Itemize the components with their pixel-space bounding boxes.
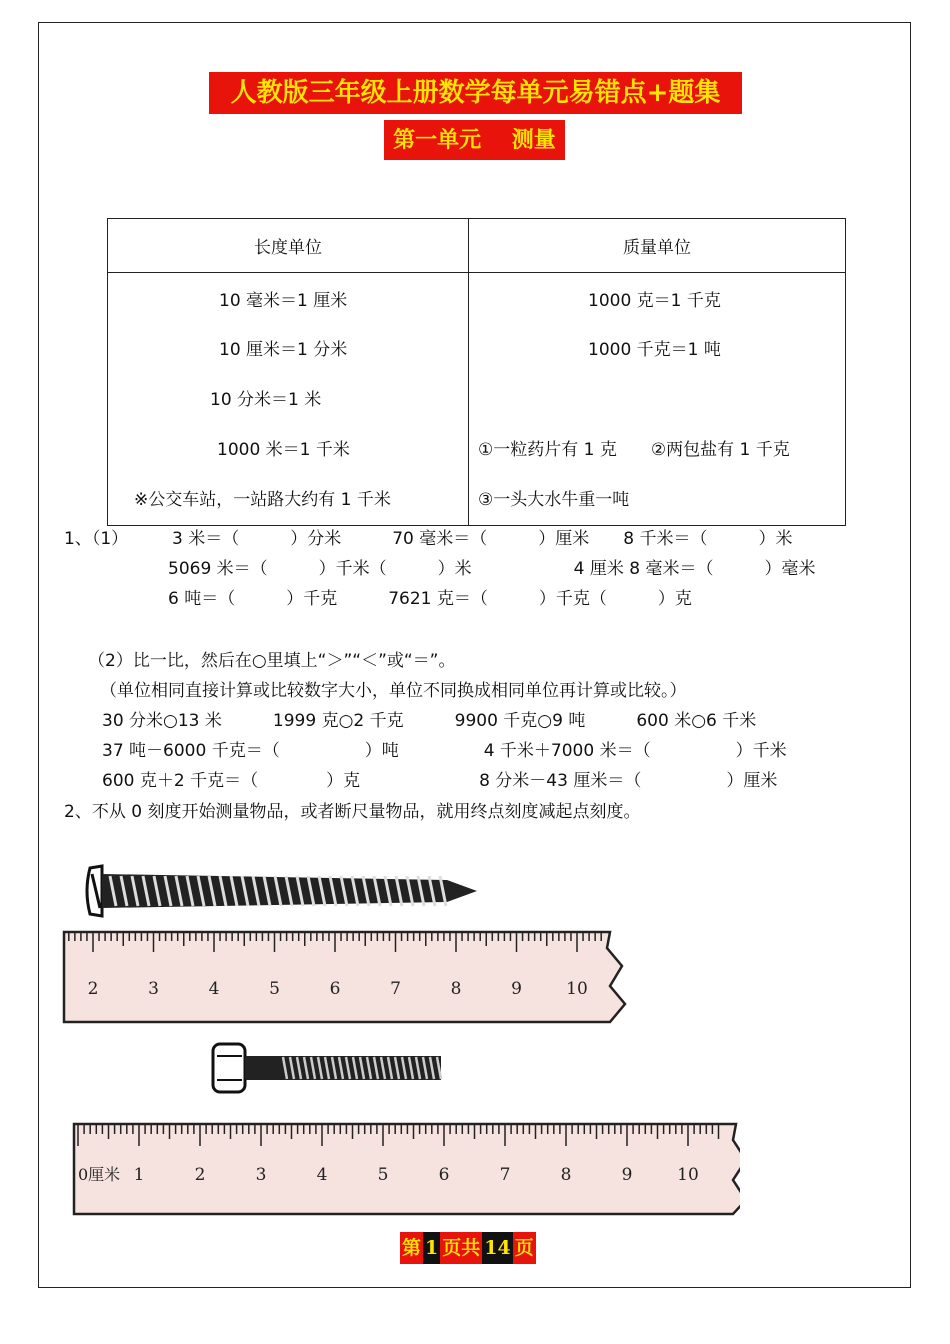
length-fact: 10 毫米＝1 厘米 bbox=[219, 291, 348, 311]
question-1-line: 6 吨＝（ ）千克 7621 克＝（ ）千克（ ）克 bbox=[168, 589, 692, 609]
ruler-number: 6 bbox=[438, 1165, 450, 1185]
question-2-line: 37 吨－6000 千克＝（ ）吨 4 千米＋7000 米＝（ ）千米 bbox=[102, 741, 787, 761]
footer-suffix: 页 bbox=[513, 1232, 536, 1264]
length-fact: 10 厘米＝1 分米 bbox=[219, 340, 348, 360]
ruler-number: 9 bbox=[511, 979, 522, 999]
document-title: 人教版三年级上册数学每单元易错点+题集 bbox=[209, 72, 742, 114]
ruler-zero-label: 0厘米 bbox=[78, 1165, 121, 1184]
ruler-number: 10 bbox=[677, 1165, 699, 1185]
question-1-label: 1、（1） bbox=[64, 529, 129, 549]
units-table bbox=[107, 218, 846, 526]
ruler-number: 2 bbox=[194, 1165, 206, 1185]
question-1-line: 5069 米＝（ ）千米（ ）米 4 厘米 8 毫米＝（ ）毫米 bbox=[168, 559, 816, 579]
ruler-number: 9 bbox=[621, 1165, 633, 1185]
question-3: 2、不从 0 刻度开始测量物品，或者断尺量物品，就用终点刻度减起点刻度。 bbox=[64, 802, 641, 822]
ruler-1 bbox=[62, 928, 642, 1028]
ruler-number: 1 bbox=[133, 1165, 145, 1185]
mass-example: ①一粒药片有 1 克 ②两包盐有 1 千克 bbox=[478, 440, 790, 460]
question-2-line: 30 分米○13 米 1999 克○2 千克 9900 千克○9 吨 600 米○6 千米 bbox=[102, 711, 757, 731]
bolt-image bbox=[187, 1032, 453, 1100]
ruler-number: 3 bbox=[255, 1165, 267, 1185]
unit-title: 第一单元 测量 bbox=[384, 120, 565, 160]
screw-image bbox=[62, 860, 479, 922]
ruler-number: 4 bbox=[316, 1165, 328, 1185]
page-footer bbox=[400, 1232, 536, 1264]
length-fact: 10 分米＝1 米 bbox=[210, 390, 322, 410]
question-1-line: 3 米＝（ ）分米 70 毫米＝（ ）厘米 8 千米＝（ ）米 bbox=[172, 529, 793, 549]
question-2-note: （单位相同直接计算或比较数字大小，单位不同换成相同单位再计算或比较。） bbox=[100, 681, 687, 701]
ruler-number: 7 bbox=[499, 1165, 511, 1185]
ruler-number: 5 bbox=[269, 979, 280, 999]
mass-fact: 1000 千克＝1 吨 bbox=[588, 340, 721, 360]
mass-units-header: 质量单位 bbox=[469, 219, 846, 273]
footer-page-number: 1 bbox=[423, 1232, 440, 1264]
ruler-number: 8 bbox=[450, 979, 462, 999]
mass-units-cell bbox=[469, 273, 846, 526]
ruler-number: 6 bbox=[329, 979, 341, 999]
ruler-number: 8 bbox=[560, 1165, 572, 1185]
footer-prefix: 第 bbox=[400, 1232, 423, 1264]
footer-mid: 页共 bbox=[440, 1232, 482, 1264]
question-2-line: 600 克＋2 千克＝（ ）克 8 分米－43 厘米＝（ ）厘米 bbox=[102, 771, 778, 791]
footer-total-pages: 14 bbox=[482, 1232, 512, 1264]
ruler-number: 2 bbox=[87, 979, 99, 999]
length-units-cell bbox=[108, 273, 469, 526]
length-fact: 1000 米＝1 千米 bbox=[217, 440, 350, 460]
ruler-number: 7 bbox=[390, 979, 401, 999]
ruler-number: 10 bbox=[566, 979, 588, 999]
ruler-number: 3 bbox=[148, 979, 159, 999]
ruler-2 bbox=[62, 1110, 740, 1220]
question-2-heading: （2）比一比，然后在○里填上“＞”“＜”或“＝”。 bbox=[88, 651, 456, 671]
mass-fact: 1000 克＝1 千克 bbox=[588, 291, 721, 311]
length-units-header: 长度单位 bbox=[108, 219, 469, 273]
ruler-number: 5 bbox=[377, 1165, 389, 1185]
mass-example: ③一头大水牛重一吨 bbox=[478, 490, 630, 510]
ruler-number: 4 bbox=[208, 979, 220, 999]
length-note: ※公交车站，一站路大约有 1 千米 bbox=[134, 490, 391, 510]
